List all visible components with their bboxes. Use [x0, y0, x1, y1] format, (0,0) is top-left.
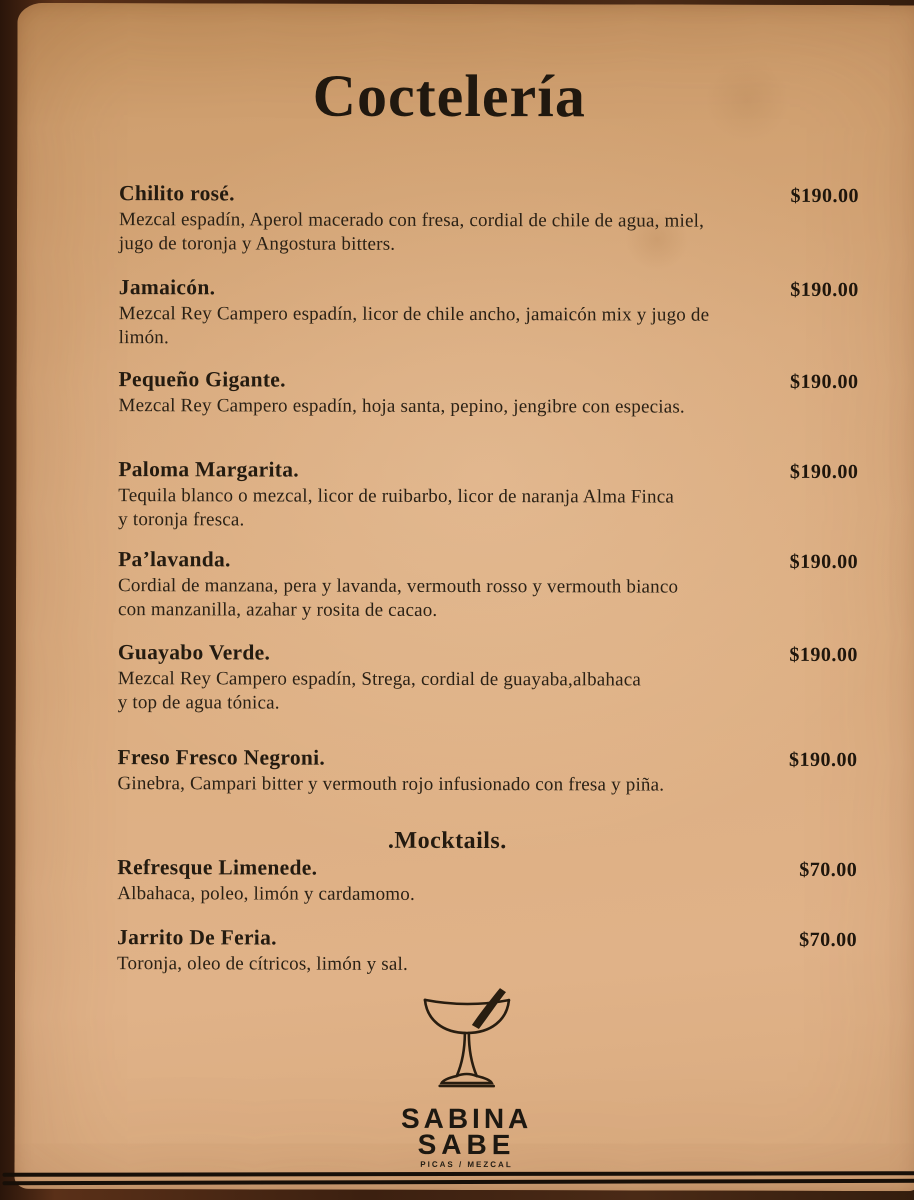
menu-item-pequeno-gigante [118, 367, 858, 419]
item-price: $190.00 [789, 460, 859, 484]
item-description: Toronja, oleo de cítricos, limón y sal. [117, 953, 408, 975]
item-price: $70.00 [799, 928, 858, 952]
item-name: Jamaicón. [118, 275, 216, 300]
mocktails-section-heading: .Mocktails. [387, 827, 507, 855]
menu-item-guayabo-verde [118, 640, 858, 716]
item-description: Albahaca, poleo, limón y cardamomo. [117, 883, 415, 905]
menu-item-paloma-margarita [118, 457, 858, 533]
item-description: Cordial de manzana, pera y lavanda, vermouth rosso y vermouth bianco con manzanilla, azahar y rosita de cacao. [117, 575, 679, 621]
item-price: $190.00 [790, 370, 859, 394]
item-name: Pequeño Gigante. [118, 367, 286, 392]
menu-item-jarrito-de-feria [117, 925, 857, 977]
brand-logo [15, 985, 914, 1170]
brand-name-line1: SABINA [400, 1102, 533, 1135]
item-description: Mezcal Rey Campero espadín, licor de chile ancho, jamaicón mix y jugo de limón. [118, 303, 710, 348]
item-name: Guayabo Verde. [117, 640, 271, 665]
item-description: Ginebra, Campari bitter y vermouth rojo infusionado con fresa y piña. [117, 773, 665, 796]
menu-item-jamaicon [119, 275, 859, 351]
brand-name-line2: SABE [417, 1128, 516, 1161]
menu-item-refresque-limenede [117, 855, 857, 907]
item-price: $70.00 [799, 858, 858, 882]
item-price: $190.00 [790, 278, 859, 302]
bottom-rule-top [2, 1171, 914, 1177]
item-price: $190.00 [789, 748, 858, 772]
menu-title: Coctelería [312, 62, 586, 130]
item-price: $190.00 [789, 643, 858, 667]
item-name: Pa’lavanda. [118, 547, 231, 572]
item-name: Jarrito De Feria. [117, 925, 277, 950]
item-description: Mezcal Rey Campero espadín, hoja santa, pepino, jengibre con especias. [118, 395, 685, 418]
menu-page [14, 3, 914, 1191]
item-description: Tequila blanco o mezcal, licor de ruibarbo, licor de naranja Alma Finca y toronja fresca. [118, 485, 675, 530]
item-price: $190.00 [789, 550, 859, 574]
item-name: Paloma Margarita. [118, 457, 300, 482]
item-name: Chilito rosé. [119, 181, 235, 206]
item-description: Mezcal Rey Campero espadín, Strega, cordial de guayaba,albahaca y top de agua tónica. [117, 668, 642, 714]
item-name: Freso Fresco Negroni. [117, 745, 326, 770]
item-price: $190.00 [790, 184, 860, 208]
menu-item-freso-fresco-negroni [117, 745, 857, 797]
item-name: Refresque Limenede. [117, 855, 318, 880]
menu-item-palavanda [118, 547, 858, 623]
bottom-rule-bottom [2, 1179, 914, 1185]
brand-tagline: PICAS / MEZCAL [420, 1159, 513, 1170]
item-description: Mezcal espadín, Aperol macerado con fresa, cordial de chile de agua, miel, jugo de toronja y Angostura bitters. [118, 209, 705, 255]
coupe-glass-icon [412, 986, 522, 1104]
menu-item-chilito-rose [119, 181, 859, 257]
